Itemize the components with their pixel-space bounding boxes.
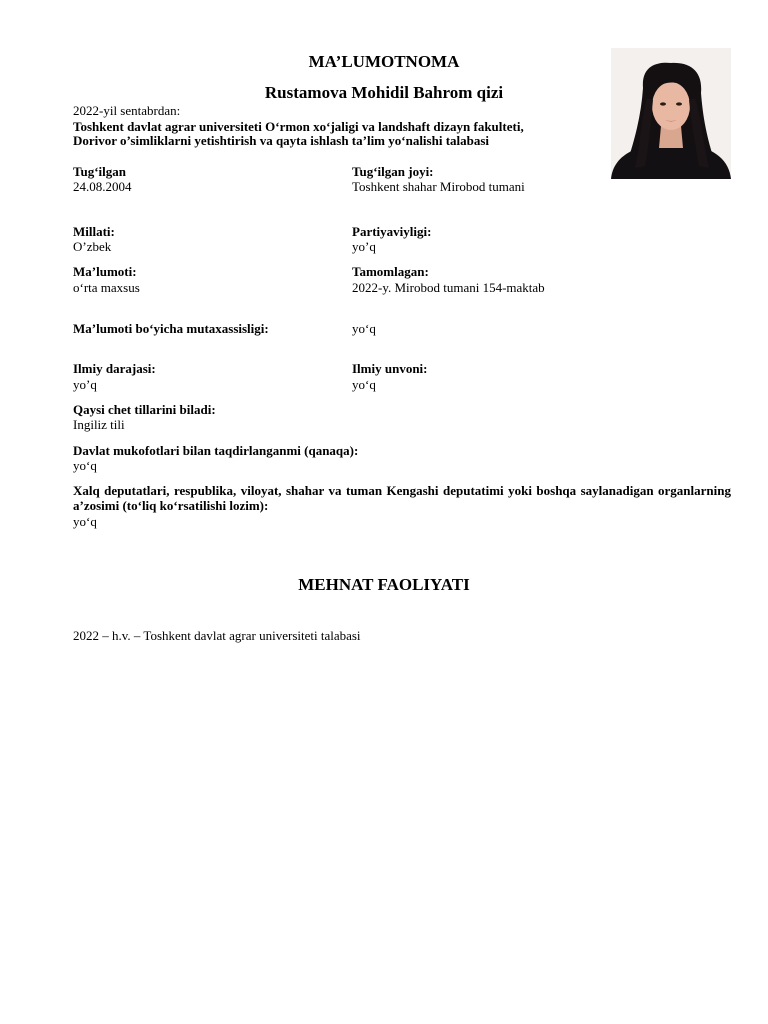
position-line-2: Dorivor o’simliklarni yetishtirish va qayta ishlash ta’lim yo‘nalishi talabasi <box>73 133 490 148</box>
languages-value: Ingiliz tili <box>73 417 125 432</box>
party-value: yo’q <box>352 239 376 254</box>
birthplace-label: Tug‘ilgan joyi: <box>352 164 434 179</box>
position-since: 2022-yil sentabrdan: <box>73 103 181 118</box>
nationality-label: Millati: <box>73 224 115 239</box>
degree-label: Ilmiy darajasi: <box>73 361 156 376</box>
person-fullname: Rustamova Mohidil Bahrom qizi <box>264 83 504 102</box>
degree-value: yo’q <box>73 377 97 392</box>
rank-label: Ilmiy unvoni: <box>352 361 428 376</box>
birth-label: Tug‘ilgan <box>73 164 126 179</box>
graduated-label: Tamomlagan: <box>352 264 429 279</box>
deputy-value: yo‘q <box>73 514 97 529</box>
birthplace-value: Toshkent shahar Mirobod tumani <box>352 179 525 194</box>
awards-label: Davlat mukofotlari bilan taqdirlanganmi (qanaqa): <box>73 443 359 458</box>
work-entry: 2022 – h.v. – Toshkent davlat agrar universiteti talabasi <box>73 628 361 643</box>
awards-value: yo‘q <box>73 458 97 473</box>
party-label: Partiyaviyligi: <box>352 224 432 239</box>
graduated-value: 2022-y. Mirobod tumani 154-maktab <box>352 280 545 295</box>
specialty-label: Ma’lumoti bo‘yicha mutaxassisligi: <box>73 321 269 336</box>
nationality-value: O’zbek <box>73 239 112 254</box>
deputy-label: Xalq deputatlari, respublika, viloyat, shahar va tuman Kengashi deputatimi yoki boshqa saylanadigan organlarning a’zosimi (to‘liq ko‘rsatilishi lozim): <box>73 483 731 513</box>
person-photo <box>611 48 731 179</box>
birth-value: 24.08.2004 <box>73 179 132 194</box>
education-value: o‘rta maxsus <box>73 280 140 295</box>
portrait-image <box>611 48 731 179</box>
position-line-1: Toshkent davlat agrar universiteti O‘rmon xo‘jaligi va landshaft dizayn fakulteti, <box>73 119 524 134</box>
rank-value: yo‘q <box>352 377 376 392</box>
document-title: MA’LUMOTNOMA <box>308 52 460 71</box>
specialty-value: yo‘q <box>352 321 376 336</box>
work-section-title: MEHNAT FAOLIYATI <box>298 575 470 594</box>
languages-label: Qaysi chet tillarini biladi: <box>73 402 216 417</box>
education-label: Ma’lumoti: <box>73 264 137 279</box>
